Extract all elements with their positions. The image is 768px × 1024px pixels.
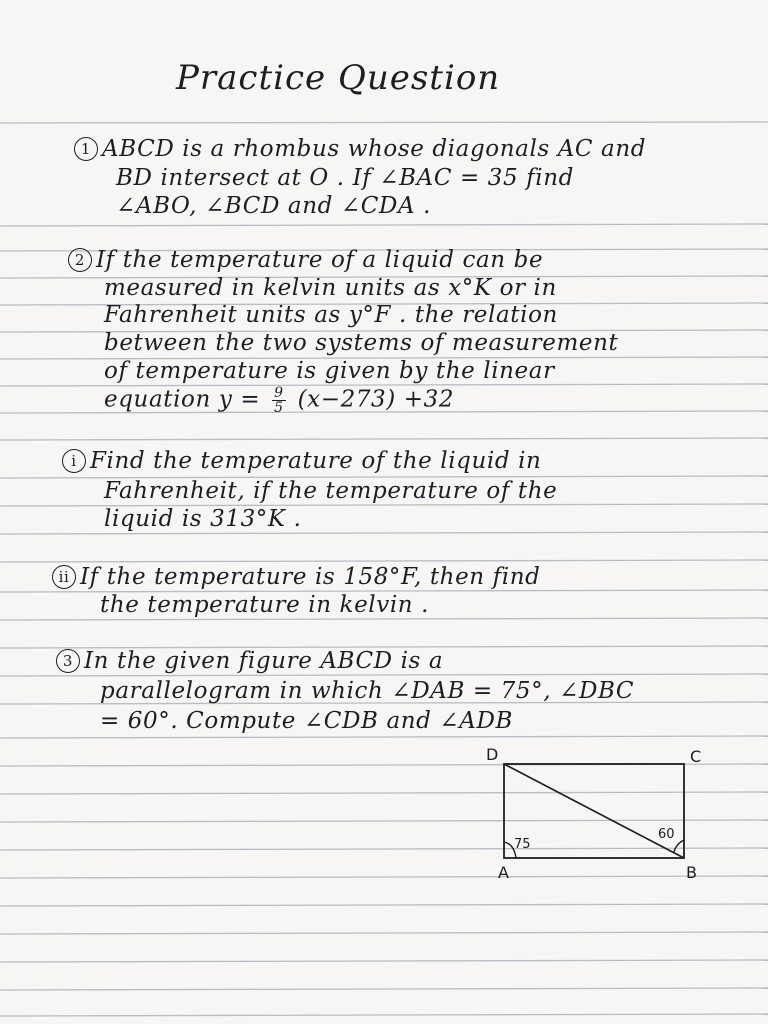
question-3-line-3: = 60°. Compute ∠CDB and ∠ADB	[100, 708, 514, 734]
equation-suffix: (x−273) +32	[297, 386, 455, 413]
angle-arc-b	[674, 840, 684, 852]
question-number-2ii: ii	[52, 565, 76, 589]
vertex-label-a: A	[498, 863, 509, 882]
question-1-line-3: ∠ABO, ∠BCD and ∠CDA .	[116, 193, 431, 219]
question-2i-text-1: Find the temperature of the liquid in	[90, 448, 542, 474]
question-3-line-2: parallelogram in which ∠DAB = 75°, ∠DBC	[100, 678, 635, 704]
page-title: Practice Question	[176, 58, 501, 98]
question-2-line-4: between the two systems of measurement	[104, 330, 619, 356]
question-2-line-2: measured in kelvin units as x°K or in	[104, 275, 557, 301]
diagonal-db	[504, 764, 684, 858]
question-3-line-1	[56, 648, 443, 674]
vertex-label-b: B	[686, 863, 697, 882]
question-2ii-line-1	[52, 564, 540, 590]
fraction-denominator: 5	[274, 400, 284, 416]
fraction-numerator: 9	[274, 385, 284, 401]
question-number-2: 2	[68, 248, 92, 272]
question-2-line-3: Fahrenheit units as y°F . the relation	[104, 302, 558, 328]
question-3-text-1: In the given figure ABCD is a	[84, 648, 444, 674]
question-2-text-1: If the temperature of a liquid can be	[96, 247, 544, 273]
question-2-line-5: of temperature is given by the linear	[104, 358, 555, 384]
equation-fraction	[272, 386, 286, 415]
question-2i-line-1	[62, 448, 541, 474]
angle-label-a: 75	[514, 837, 531, 852]
question-1-line-2: BD intersect at O . If ∠BAC = 35 find	[116, 165, 574, 191]
vertex-label-d: D	[486, 745, 499, 764]
parallelogram-figure	[480, 740, 720, 890]
question-2i-line-3: liquid is 313°K .	[104, 506, 302, 532]
angle-label-b: 60	[658, 827, 675, 842]
question-2ii-text-1: If the temperature is 158°F, then find	[80, 564, 541, 590]
question-2-equation	[104, 386, 454, 415]
equation-prefix: equation y =	[104, 386, 261, 413]
question-2i-line-2: Fahrenheit, if the temperature of the	[104, 478, 558, 504]
question-number-1: 1	[74, 137, 98, 161]
question-number-3: 3	[56, 649, 80, 673]
question-2-line-1	[68, 247, 543, 273]
vertex-label-c: C	[690, 747, 702, 766]
question-number-2i: i	[62, 449, 86, 473]
question-2ii-line-2: the temperature in kelvin .	[100, 592, 430, 618]
question-1-line-1	[74, 136, 646, 162]
question-1-text-1: ABCD is a rhombus whose diagonals AC and	[102, 136, 647, 162]
